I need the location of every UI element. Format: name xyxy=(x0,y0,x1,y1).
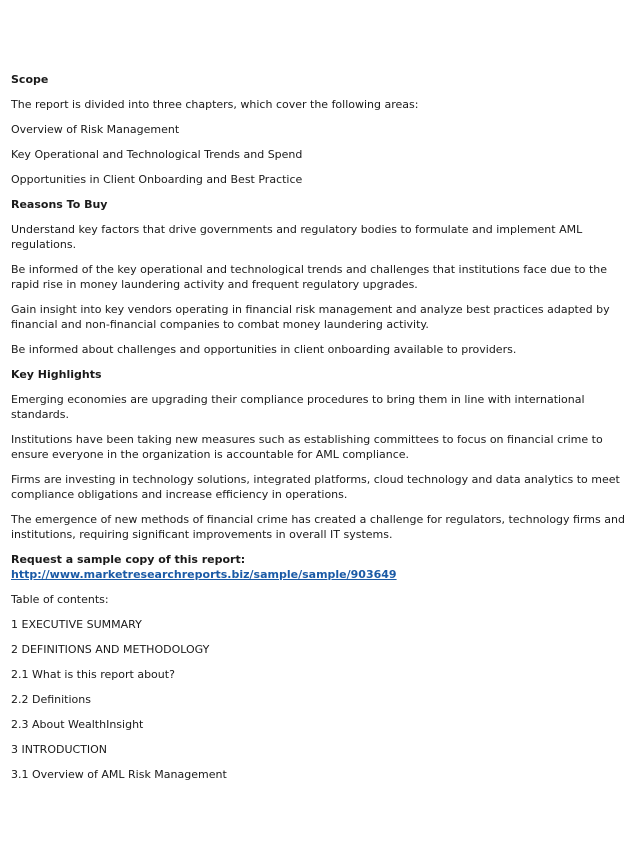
reasons-item: Understand key factors that drive governments and regulatory bodies to formulate and implement AML regulations. xyxy=(11,223,583,251)
toc-item: 2.2 Definitions xyxy=(11,693,91,706)
toc-item: 3.1 Overview of AML Risk Management xyxy=(11,768,227,781)
scope-item: Key Operational and Technological Trends and Spend xyxy=(11,148,303,161)
sample-request-link[interactable]: http://www.marketresearchreports.biz/sample/sample/903649 xyxy=(11,568,397,581)
reasons-item: Gain insight into key vendors operating in financial risk management and analyze best practices adapted by financial and non-financial companies to combat money laundering activity. xyxy=(11,303,610,331)
sample-request-label: Request a sample copy of this report: xyxy=(11,553,246,566)
scope-item: Overview of Risk Management xyxy=(11,123,180,136)
scope-intro: The report is divided into three chapters, which cover the following areas: xyxy=(11,98,419,111)
toc-heading: Table of contents: xyxy=(11,593,109,606)
toc-item: 1 EXECUTIVE SUMMARY xyxy=(11,618,142,631)
reasons-heading: Reasons To Buy xyxy=(11,198,108,211)
sample-request xyxy=(11,552,631,582)
toc-item: 2 DEFINITIONS AND METHODOLOGY xyxy=(11,643,210,656)
highlights-heading: Key Highlights xyxy=(11,368,102,381)
highlights-item: Institutions have been taking new measures such as establishing committees to focus on financial crime to ensure everyone in the organization is accountable for AML compliance. xyxy=(11,433,603,461)
toc-item: 2.1 What is this report about? xyxy=(11,668,175,681)
reasons-item: Be informed of the key operational and technological trends and challenges that institutions face due to the rapid rise in money laundering activity and frequent regulatory upgrades. xyxy=(11,263,608,291)
scope-item: Opportunities in Client Onboarding and Best Practice xyxy=(11,173,303,186)
highlights-item: Emerging economies are upgrading their compliance procedures to bring them in line with international standards. xyxy=(11,393,585,421)
toc-item: 3 INTRODUCTION xyxy=(11,743,108,756)
highlights-item: The emergence of new methods of financial crime has created a challenge for regulators, technology firms and institutions, requiring significant improvements in overall IT systems. xyxy=(11,513,625,541)
document-page xyxy=(11,72,631,792)
reasons-item: Be informed about challenges and opportunities in client onboarding available to providers. xyxy=(11,343,517,356)
toc-item: 2.3 About WealthInsight xyxy=(11,718,144,731)
scope-heading: Scope xyxy=(11,73,49,86)
highlights-item: Firms are investing in technology solutions, integrated platforms, cloud technology and data analytics to meet compliance obligations and increase efficiency in operations. xyxy=(11,473,620,501)
